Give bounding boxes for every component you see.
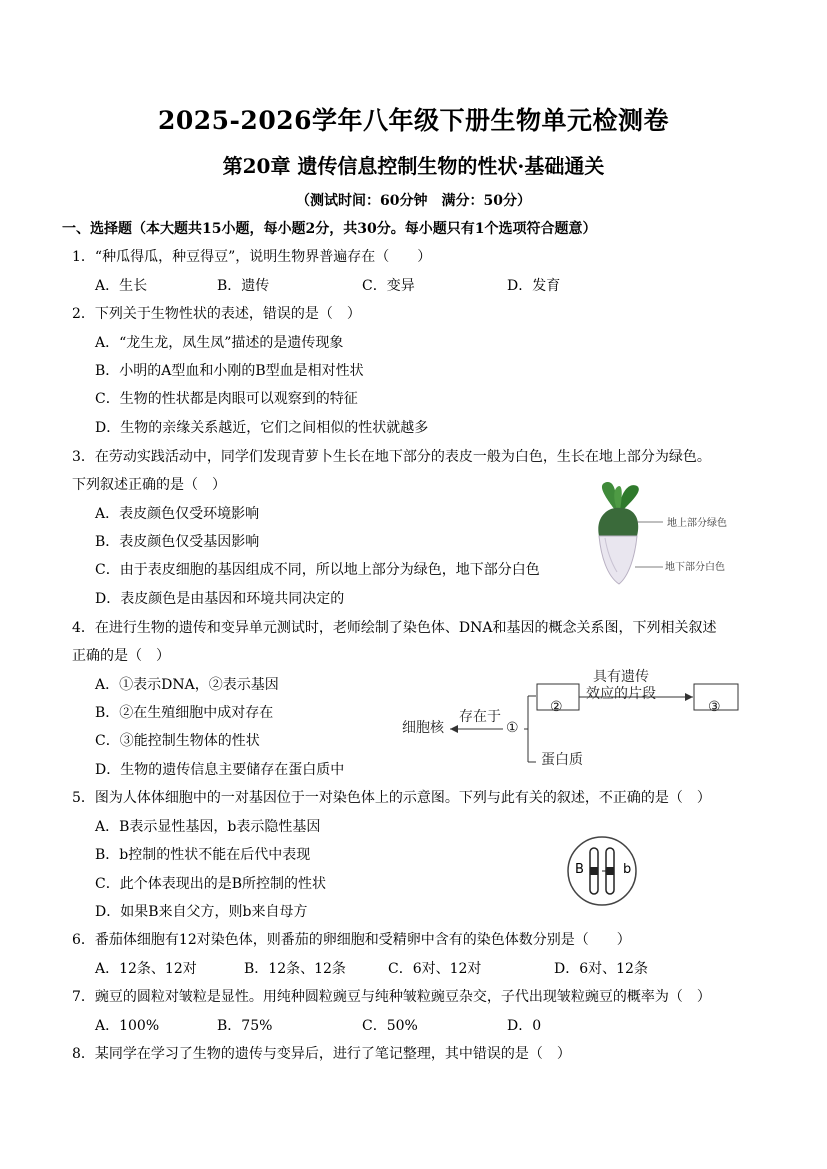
q2-option-b: B．小明的A型血和小刚的B型血是相对性状 <box>95 363 364 379</box>
radish-label-top: 地上部分绿色 <box>667 518 727 529</box>
q6-option-a: A．12条、12对 <box>95 961 197 977</box>
q5-option-b: B．b控制的性状不能在后代中表现 <box>95 847 311 863</box>
q3-option-d: D．表皮颜色是由基因和环境共同决定的 <box>95 591 345 607</box>
q4-stem-line1: 4．在进行生物的遗传和变异单元测试时，老师绘制了染色体、DNA和基因的概念关系图，下列相关叙述 <box>72 620 717 636</box>
q1-option-a: A．生长 <box>95 278 148 294</box>
concept-exists-in-label: 存在于 <box>459 709 501 725</box>
q1-option-d: D．发育 <box>507 278 561 294</box>
q3-stem-line2: 下列叙述正确的是（ ） <box>72 477 226 493</box>
q1-option-c: C．变异 <box>362 278 415 294</box>
q7-option-c: C．50% <box>362 1018 418 1034</box>
q4-option-d: D．生物的遗传信息主要储存在蛋白质中 <box>95 762 345 778</box>
q2-option-c: C．生物的性状都是肉眼可以观察到的特征 <box>95 391 358 407</box>
q4-option-c: C．③能控制生物体的性状 <box>95 733 260 749</box>
q5-option-a: A．B表示显性基因，b表示隐性基因 <box>95 819 321 835</box>
q2-stem: 2．下列关于生物性状的表述，错误的是（ ） <box>72 306 361 322</box>
exam-meta: （测试时间：60分钟 满分：50分） <box>296 193 531 209</box>
exam-title: 2025-2026学年八年级下册生物单元检测卷 <box>157 106 670 135</box>
q2-option-a: A．“龙生龙，凤生凤”描述的是遗传现象 <box>95 335 344 351</box>
q4-option-a: A．①表示DNA，②表示基因 <box>95 677 279 693</box>
q2-option-d: D．生物的亲缘关系越近，它们之间相似的性状就越多 <box>95 420 429 436</box>
radish-label-bottom: 地下部分白色 <box>665 562 725 573</box>
q5-option-d: D．如果B来自父方，则b来自母方 <box>95 904 308 920</box>
q5-stem: 5．图为人体体细胞中的一对基因位于一对染色体上的示意图。下列与此有关的叙述，不正确的是（ ） <box>72 790 711 806</box>
concept-segment-line1: 具有遗传 <box>593 669 649 685</box>
q3-option-c: C．由于表皮细胞的基因组成不同，所以地上部分为绿色，地下部分白色 <box>95 562 540 578</box>
q8-stem: 8．某同学在学习了生物的遗传与变异后，进行了笔记整理，其中错误的是（ ） <box>72 1046 571 1062</box>
q7-option-b: B．75% <box>217 1018 273 1034</box>
q7-option-d: D．0 <box>507 1018 542 1034</box>
q4-option-b: B．②在生殖细胞中成对存在 <box>95 705 274 721</box>
concept-node-3: ③ <box>708 699 721 715</box>
concept-nucleus-label: 细胞核 <box>402 720 444 736</box>
q6-option-b: B．12条、12条 <box>244 961 346 977</box>
q3-stem-line1: 3．在劳动实践活动中，同学们发现青萝卜生长在地下部分的表皮一般为白色，生长在地上部分为绿色。 <box>72 449 711 465</box>
q5-option-c: C．此个体表现出的是B所控制的性状 <box>95 876 326 892</box>
q4-stem-line2: 正确的是（ ） <box>72 648 170 664</box>
q6-option-d: D．6对、12条 <box>554 961 648 977</box>
q3-option-b: B．表皮颜色仅受基因影响 <box>95 534 260 550</box>
concept-segment-line2: 效应的片段 <box>586 686 656 702</box>
concept-node-1: ① <box>506 720 519 736</box>
section-heading: 一、选择题（本大题共15小题，每小题2分，共30分。每小题只有1个选项符合题意） <box>62 221 597 237</box>
chromosome-label-b-upper: B <box>575 862 584 877</box>
q1-option-b: B．遗传 <box>217 278 270 294</box>
q1-stem: 1．“种瓜得瓜，种豆得豆”，说明生物界普遍存在（ ） <box>72 249 432 265</box>
chapter-subtitle: 第20章 遗传信息控制生物的性状·基础通关 <box>222 154 605 178</box>
q6-stem: 6．番茄体细胞有12对染色体，则番茄的卵细胞和受精卵中含有的染色体数分别是（ ） <box>72 932 631 948</box>
q7-stem: 7．豌豆的圆粒对皱粒是显性。用纯种圆粒豌豆与纯种皱粒豌豆杂交，子代出现皱粒豌豆的概率为（ ） <box>72 989 711 1005</box>
q6-option-c: C．6对、12对 <box>388 961 482 977</box>
q3-option-a: A．表皮颜色仅受环境影响 <box>95 506 260 522</box>
chromosome-label-b-lower: b <box>623 862 632 877</box>
concept-protein-label: 蛋白质 <box>541 752 583 768</box>
q7-option-a: A．100% <box>95 1018 160 1034</box>
concept-node-2: ② <box>550 699 563 715</box>
